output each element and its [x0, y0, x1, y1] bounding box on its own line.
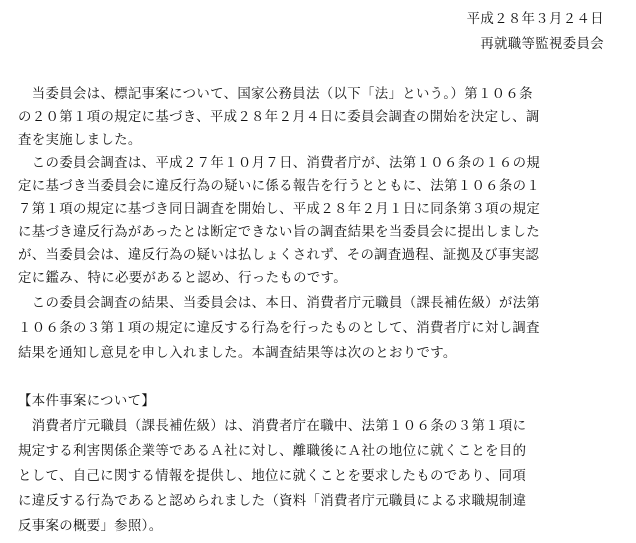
paragraph-line: この委員会調査は、平成２７年１０月７日、消費者庁が、法第１０６条の１６の規	[18, 156, 541, 171]
section-line: として、自己に関する情報を提供し、地位に就くことを要求したものであり、同項	[18, 469, 527, 484]
section-line: 反事案の概要」参照）。	[18, 519, 163, 534]
paragraph-line: 結果を通知し意見を申し入れました。本調査結果等は次のとおりです。	[18, 346, 457, 361]
paragraph-line: ７第１項の規定に基づき同日調査を開始し、平成２８年２月１日に同条第３項の規定	[18, 202, 541, 217]
section-line: 規定する利害関係企業等であるＡ社に対し、離職後にＡ社の地位に就くことを目的	[18, 444, 527, 459]
paragraph-line: この委員会調査の結果、当委員会は、本日、消費者庁元職員（課長補佐級）が法第	[18, 296, 541, 311]
paragraph-line: が、当委員会は、違反行為の疑いは払しょくされず、その調査過程、証拠及び事実認	[18, 248, 540, 263]
paragraph-line: 定に鑑み、特に必要があると認め、行ったものです。	[18, 271, 347, 286]
paragraph-line: １０６条の３第１項の規定に違反する行為を行ったものとして、消費者庁に対し調査	[18, 321, 540, 336]
issuing-organization: 再就職等監視委員会	[480, 37, 604, 52]
paragraph-line: の２０第１項の規定に基づき、平成２８年２月４日に委員会調査の開始を決定し、調	[18, 110, 540, 125]
paragraph-line: に基づき違反行為があったとは断定できない旨の調査結果を当委員会に提出しました	[18, 225, 541, 240]
section-heading: 【本件事案について】	[18, 394, 156, 409]
paragraph-line: 当委員会は、標記事案について、国家公務員法（以下「法」という。）第１０６条	[18, 87, 533, 102]
section-line: に違反する行為であると認められました（資料「消費者庁元職員による求職規制違	[18, 494, 527, 509]
section-line: 消費者庁元職員（課長補佐級）は、消費者庁在職中、法第１０６条の３第１項に	[18, 419, 527, 434]
paragraph-line: 査を実施しました。	[18, 133, 142, 148]
document-date: 平成２８年３月２４日	[466, 12, 604, 27]
paragraph-line: 定に基づき当委員会に違反行為の疑いに係る報告を行うとともに、法第１０６条の１	[18, 179, 541, 194]
